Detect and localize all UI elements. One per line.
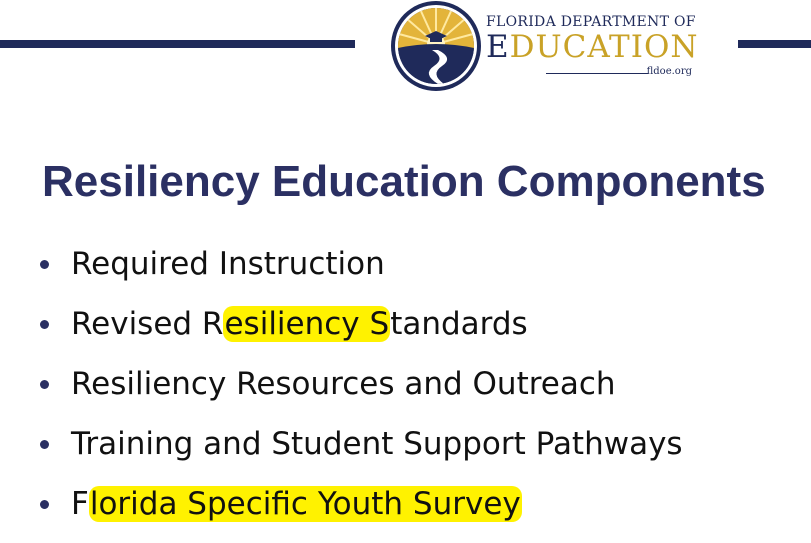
bullet-dot [40,320,49,329]
header-rule-left [0,40,355,48]
bullet-text: Required Instruction [71,246,385,282]
bullet-dot [40,440,49,449]
highlighted-text: lorida Specific Youth Survey [89,486,521,522]
bullet-dot [40,380,49,389]
logo-department-text: FLORIDA DEPARTMENT OF [486,14,696,30]
bullet-text-pre: F [71,486,89,522]
bullet-dot [40,260,49,269]
header-rule-right [738,40,811,48]
logo-education-text [486,30,716,64]
bullet-text-post: tandards [390,306,528,342]
logo-url-text: fldoe.org [646,66,692,77]
slide-title: Resiliency Education Components [42,157,766,206]
highlighted-text: esiliency S [224,306,390,342]
bullet-text: Training and Student Support Pathways [71,426,683,462]
bullet-dot [40,500,49,509]
fldoe-seal-logo [390,0,482,92]
fldoe-wordmark [486,14,716,77]
bullet-text [71,298,528,350]
bullet-text-pre: Revised R [71,306,224,342]
logo-education-rest: DUCATION [509,29,699,65]
bullet-text: Resiliency Resources and Outreach [71,366,616,402]
logo-education-initial: E [486,29,510,65]
bullet-text [71,478,522,530]
